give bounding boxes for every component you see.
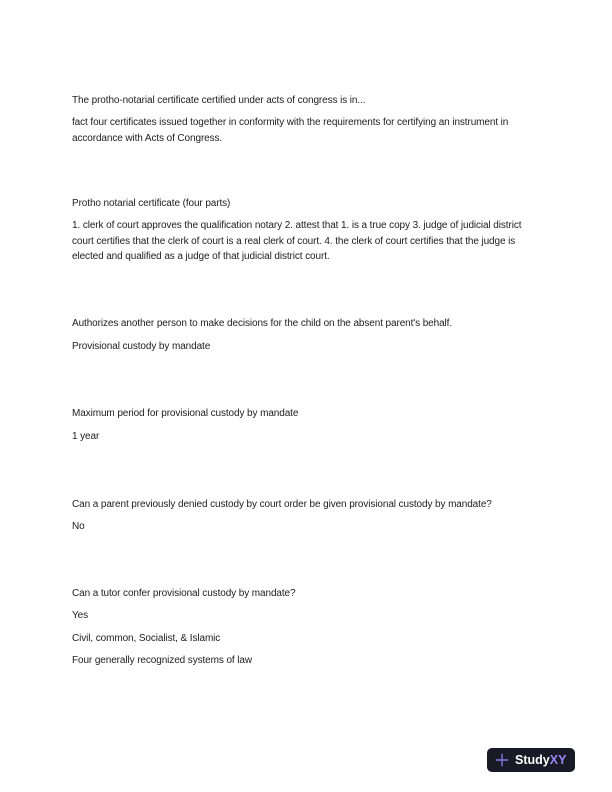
flashcard-front-text: Can a parent previously denied custody by court order be given provisional custody by mandate?: [72, 499, 492, 510]
flashcard-back-text: Provisional custody by mandate: [72, 341, 211, 352]
flashcard-front-text: Maximum period for provisional custody by mandate: [72, 408, 299, 419]
logo-text-xy: XY: [549, 752, 567, 767]
plus-icon: [495, 753, 509, 767]
logo-text-study: Study: [515, 752, 550, 767]
flashcard-front-text: Authorizes another person to make decisions for the child on the absent parent's behalf.: [72, 318, 453, 329]
flashcard-front-text: Can a tutor confer provisional custody by mandate?: [72, 588, 296, 599]
flashcard-back-text: Yes: [72, 610, 89, 621]
flashcard-front-text: Civil, common, Socialist, & Islamic: [72, 633, 221, 644]
flashcard-front-text: Protho notarial certificate (four parts): [72, 198, 231, 209]
studyxy-logo: [487, 748, 575, 772]
flashcard-back-text: 1. clerk of court approves the qualification notary 2. attest that 1. is a true copy 3. judge of judicial district court certifies that the clerk of court is a real clerk of court. 4. the clerk of court certifies that the judge is elected and qualified as a judge of that judicial district court.: [72, 220, 522, 262]
logo-wordmark: [515, 754, 566, 767]
flashcard-back-text: Four generally recognized systems of law: [72, 655, 252, 666]
flashcard-back-text: No: [72, 521, 85, 532]
flashcard-back-text: fact four certificates issued together in conformity with the requirements for certifying an instrument in accordance with Acts of Congress.: [72, 117, 509, 144]
flashcard-back-text: 1 year: [72, 431, 100, 442]
flashcard-front-text: The protho-notarial certificate certified under acts of congress is in...: [72, 95, 366, 106]
